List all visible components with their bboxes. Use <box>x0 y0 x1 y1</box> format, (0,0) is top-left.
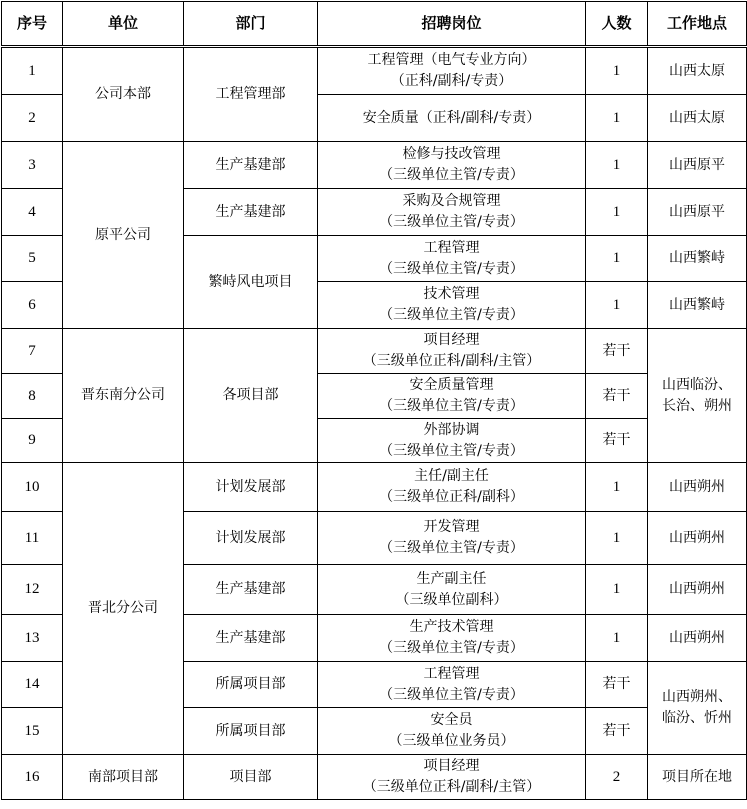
position-title: 工程管理 <box>423 665 480 682</box>
department-cell: 生产基建部 <box>184 142 318 189</box>
row-seq: 11 <box>2 512 63 565</box>
location-cell: 山西太原 <box>648 47 747 95</box>
row-seq: 14 <box>2 662 63 708</box>
location-cell: 山西原平 <box>648 142 747 189</box>
count-cell: 若干 <box>586 708 648 755</box>
location-cell: 山西繁峙 <box>648 236 747 282</box>
header-department: 部门 <box>184 2 318 47</box>
header-location: 工作地点 <box>648 2 747 47</box>
position-level: （三级单位正科/副科/主管） <box>362 353 541 369</box>
position-level: （三级单位主管/专责） <box>379 214 524 230</box>
count-cell: 2 <box>586 755 648 800</box>
position-title: 检修与技改管理 <box>402 146 501 162</box>
position-cell <box>318 463 586 512</box>
count-cell: 1 <box>586 615 648 662</box>
count-cell: 若干 <box>586 419 648 463</box>
row-seq: 7 <box>2 329 63 374</box>
position-title: 主任/副主任 <box>414 468 489 484</box>
unit-cell: 晋东南分公司 <box>63 329 184 463</box>
location-cell: 山西原平 <box>648 189 747 236</box>
position-cell <box>318 662 586 708</box>
count-cell: 若干 <box>586 374 648 419</box>
count-cell: 若干 <box>586 329 648 374</box>
position-title: 安全质量（正科/副科/专责） <box>362 109 541 126</box>
unit-cell: 原平公司 <box>63 142 184 329</box>
position-title: 技术管理 <box>423 286 480 302</box>
position-cell <box>318 565 586 615</box>
department-cell: 生产基建部 <box>184 565 318 615</box>
unit-cell: 南部项目部 <box>63 755 184 800</box>
row-seq: 4 <box>2 189 63 236</box>
count-cell: 1 <box>586 236 648 282</box>
position-cell <box>318 47 586 95</box>
row-seq: 6 <box>2 282 63 329</box>
count-cell: 1 <box>586 463 648 512</box>
position-level: （三级单位主管/专责） <box>379 640 524 656</box>
location-cell: 山西朔州 <box>648 512 747 565</box>
row-seq: 9 <box>2 419 63 463</box>
department-cell: 所属项目部 <box>184 662 318 708</box>
position-cell <box>318 708 586 755</box>
position-cell <box>318 189 586 236</box>
department-cell: 生产基建部 <box>184 189 318 236</box>
table-row <box>2 142 747 189</box>
position-cell <box>318 419 586 463</box>
header-position: 招聘岗位 <box>318 2 586 47</box>
position-title: 生产技术管理 <box>409 619 494 635</box>
position-cell <box>318 282 586 329</box>
position-title: 生产副主任 <box>416 570 487 587</box>
count-cell: 若干 <box>586 662 648 708</box>
location-cell <box>648 329 747 463</box>
location-cell: 山西繁峙 <box>648 282 747 329</box>
table-row <box>2 755 747 800</box>
row-seq: 2 <box>2 95 63 142</box>
location-cell: 项目所在地 <box>648 755 747 800</box>
position-title: 工程管理 <box>423 239 480 256</box>
position-level: （三级单位主管/专责） <box>379 442 524 459</box>
unit-cell: 公司本部 <box>63 47 184 142</box>
table-row <box>2 47 747 95</box>
count-cell: 1 <box>586 512 648 565</box>
unit-cell: 晋北分公司 <box>63 463 184 755</box>
row-seq: 5 <box>2 236 63 282</box>
position-level: （三级单位主管/专责） <box>379 167 524 183</box>
department-cell: 工程管理部 <box>184 47 318 142</box>
position-title: 项目经理 <box>423 758 480 774</box>
count-cell: 1 <box>586 282 648 329</box>
location-line: 山西朔州、 <box>662 689 732 705</box>
department-cell: 所属项目部 <box>184 708 318 755</box>
header-seq: 序号 <box>2 2 63 47</box>
location-cell: 山西朔州 <box>648 463 747 512</box>
row-seq: 12 <box>2 565 63 615</box>
row-seq: 15 <box>2 708 63 755</box>
count-cell: 1 <box>586 565 648 615</box>
recruitment-table <box>1 1 747 800</box>
department-cell: 繁峙风电项目 <box>184 236 318 329</box>
position-level: （三级单位业务员） <box>388 733 515 749</box>
position-title: 外部协调 <box>423 421 480 438</box>
position-level: （三级单位副科） <box>395 591 508 608</box>
count-cell: 1 <box>586 189 648 236</box>
position-level: （三级单位主管/专责） <box>379 686 524 703</box>
location-cell <box>648 662 747 755</box>
position-title: 安全质量管理 <box>409 377 494 393</box>
position-cell <box>318 615 586 662</box>
count-cell: 1 <box>586 142 648 189</box>
position-level: （三级单位正科/副科/主管） <box>362 779 541 795</box>
position-cell <box>318 329 586 374</box>
position-title: 采购及合规管理 <box>402 193 501 209</box>
position-level: （三级单位主管/专责） <box>379 540 524 556</box>
position-cell <box>318 236 586 282</box>
row-seq: 13 <box>2 615 63 662</box>
position-cell <box>318 755 586 800</box>
position-title: 工程管理（电气专业方向） <box>367 52 536 68</box>
department-cell: 生产基建部 <box>184 615 318 662</box>
position-title: 安全员 <box>430 712 473 728</box>
row-seq: 16 <box>2 755 63 800</box>
table-row <box>2 463 747 512</box>
department-cell: 各项目部 <box>184 329 318 463</box>
position-level: （三级单位正科/副科） <box>379 489 524 505</box>
count-cell: 1 <box>586 95 648 142</box>
department-cell: 计划发展部 <box>184 512 318 565</box>
row-seq: 10 <box>2 463 63 512</box>
count-cell: 1 <box>586 47 648 95</box>
department-cell: 项目部 <box>184 755 318 800</box>
position-cell <box>318 374 586 419</box>
department-cell: 计划发展部 <box>184 463 318 512</box>
position-level: （三级单位主管/专责） <box>379 398 524 414</box>
location-cell: 山西朔州 <box>648 565 747 615</box>
position-cell <box>318 95 586 142</box>
position-cell <box>318 142 586 189</box>
position-cell <box>318 512 586 565</box>
location-line: 临汾、忻州 <box>662 710 732 726</box>
location-cell: 山西朔州 <box>648 615 747 662</box>
position-title: 开发管理 <box>423 519 480 535</box>
row-seq: 3 <box>2 142 63 189</box>
header-count: 人数 <box>586 2 648 47</box>
location-line: 山西临汾、 <box>662 376 732 393</box>
location-line: 长治、朔州 <box>662 397 732 414</box>
table-row <box>2 329 747 374</box>
position-level: （三级单位主管/专责） <box>379 260 524 277</box>
row-seq: 1 <box>2 47 63 95</box>
header-unit: 单位 <box>63 2 184 47</box>
position-level: （正科/副科/专责） <box>390 73 513 89</box>
location-cell: 山西太原 <box>648 95 747 142</box>
position-level: （三级单位主管/专责） <box>379 307 524 323</box>
position-title: 项目经理 <box>423 332 480 348</box>
header-row <box>2 2 747 47</box>
row-seq: 8 <box>2 374 63 419</box>
